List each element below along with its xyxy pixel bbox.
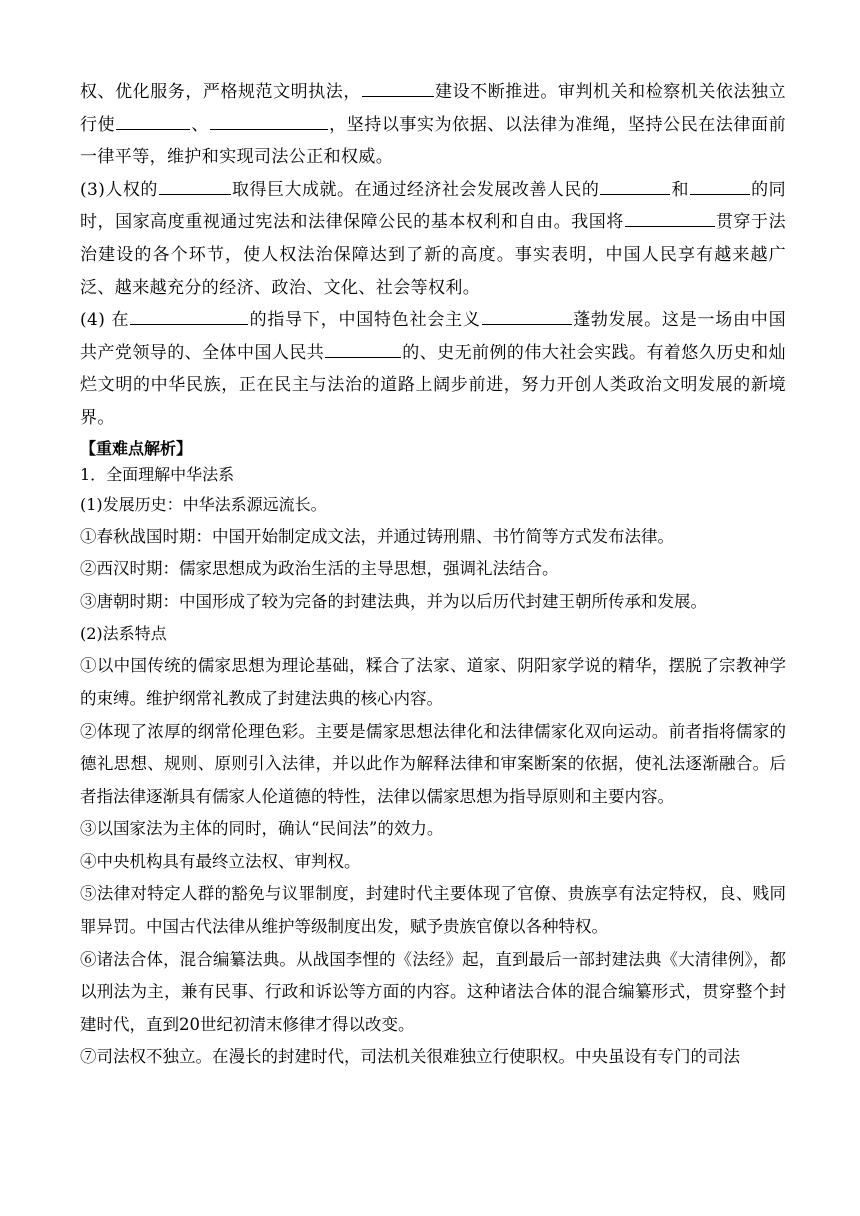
list-item: ②体现了浓厚的纲常伦理色彩。主要是儒家思想法律化和法律儒家化双向运动。前者指将儒家的德礼思想、规则、原则引入法律，并以此作为解释法律和审案断案的依据，使礼法逐渐融合。后者指法律逐渐具有儒家人伦道德的特性，法律以儒家思想为指导原则和主要内容。: [80, 721, 786, 806]
topic-title: 1．全面理解中华法系: [80, 464, 235, 484]
text-segment: (4) 在: [80, 310, 130, 331]
text-segment: (3)人权的: [80, 179, 158, 200]
list-item: ④中央机构具有最终立法权、审判权。: [80, 851, 361, 871]
text-segment: ，坚持以事实为依据、以法律为准绳，坚持公民在法律面前一律平等，维护和实现司法公正和权威。: [80, 114, 786, 168]
text-segment: 贯穿于法治建设的各个环节，使人权法治保障达到了新的高度。事实表明，中国人民享有越来越广泛、越来越充分的经济、政治、文化、社会等权利。: [80, 212, 786, 298]
paragraph-democracy: [80, 304, 786, 434]
text-segment: 的、史无前例的伟大社会实践。有着悠久历史和灿烂文明的中华民族，正在民主与法治的道路上阔步前进，努力开创人类政治文明发展的新境界。: [80, 342, 786, 428]
paragraph-human-rights: [80, 174, 786, 304]
text-segment: 建设不断推进。审判机关和检察机关依法独立行使: [80, 82, 786, 135]
features-title: (2)法系特点: [80, 624, 167, 644]
fill-blank[interactable]: [210, 113, 328, 130]
history-list: [80, 521, 786, 619]
text-segment: 权、优化服务，严格规范文明执法，: [80, 82, 361, 102]
fill-blank[interactable]: [159, 178, 231, 195]
fill-blank[interactable]: [130, 308, 248, 325]
fill-blank[interactable]: [362, 80, 434, 97]
text-segment: 和: [671, 179, 689, 200]
text-segment: 、: [191, 114, 209, 135]
fill-blank[interactable]: [482, 308, 572, 325]
text-segment: 的指导下，中国特色社会主义: [249, 310, 481, 331]
fill-blank[interactable]: [625, 210, 715, 227]
fill-blank[interactable]: [325, 341, 401, 358]
fill-blank[interactable]: [690, 178, 750, 195]
text-segment: 取得巨大成就。在通过经济社会发展改善人民的: [231, 179, 600, 200]
fill-blank[interactable]: [600, 178, 670, 195]
list-item: ③以国家法为主体的同时，确认“民间法”的效力。: [80, 819, 444, 839]
list-item: ⑤法律对特定人群的豁免与议罪制度，封建时代主要体现了官僚、贵族享有法定特权，良、贱同罪异罚。中国古代法律从维护等级制度出发，赋予贵族官僚以各种特权。: [80, 884, 786, 937]
history-title: (1)发展历史：中华法系源远流长。: [80, 494, 327, 514]
list-item: ③唐朝时期：中国形成了较为完备的封建法典，并为以后历代封建王朝所传承和发展。: [80, 591, 707, 611]
list-item: ②西汉时期：儒家思想成为政治生活的主导思想，强调礼法结合。: [80, 559, 559, 579]
list-item: ⑥诸法合体，混合编纂法典。从战国李悝的《法经》起，直到最后一部封建法典《大清律例》，都以刑法为主，兼有民事、行政和诉讼等方面的内容。这种诸法合体的混合编纂形式，贯穿整个封建时代，直到20世纪初清末修律才得以改变。: [80, 949, 786, 1034]
paragraph-rule-of-law: [80, 76, 786, 174]
list-item: ①以中国传统的儒家思想为理论基础，糅合了法家、道家、阴阳家学说的精华，摆脱了宗教神学的束缚。维护纲常礼教成了封建法典的核心内容。: [80, 656, 786, 708]
features-list: [80, 650, 786, 1074]
text-segment: 蓬勃发展。这是一场由中国共产党领导的、全体中国人民共: [80, 310, 786, 363]
list-item: ⑦司法权不独立。在漫长的封建时代，司法机关很难独立行使职权。中央虽设有专门的司法: [80, 1047, 740, 1067]
text-segment: 的同时，国家高度重视通过宪法和法律保障公民的基本权利和自由。我国将: [80, 179, 786, 233]
section-heading: 【重难点解析】: [80, 438, 193, 458]
list-item: ①春秋战国时期：中国开始制定成文法，并通过铸刑鼎、书竹简等方式发布法律。: [80, 526, 674, 546]
fill-blank[interactable]: [116, 113, 190, 130]
document-page: [80, 76, 786, 1074]
